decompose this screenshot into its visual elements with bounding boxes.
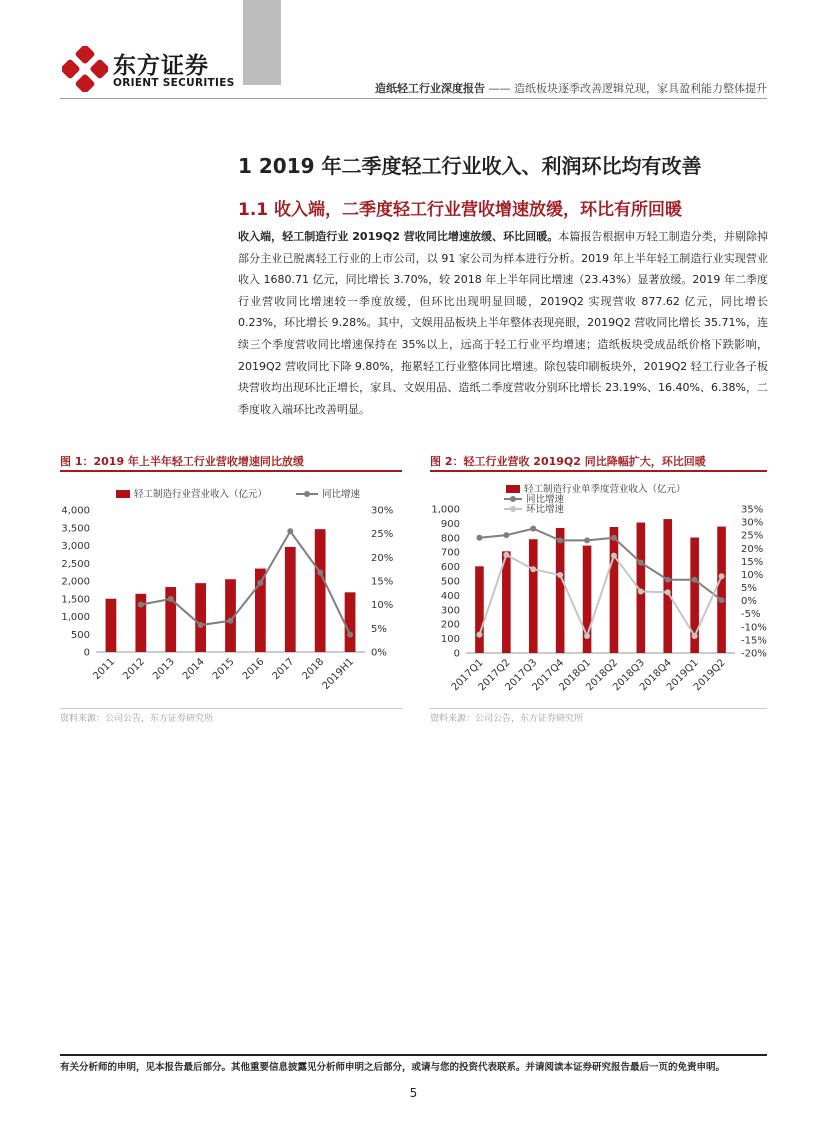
x-tick-label: 2019H1 [320, 656, 357, 692]
bar [529, 539, 538, 653]
data-point [228, 618, 234, 624]
figure1-rule [60, 470, 402, 472]
data-point [476, 632, 482, 638]
data-point [138, 602, 144, 608]
y-left-tick-label: 1,000 [61, 612, 90, 623]
y-right-tick-label: 30% [371, 505, 394, 517]
figure1-source: 资料来源：公司公告，东方证券研究所 [60, 714, 214, 724]
series-line [479, 555, 721, 636]
data-point [317, 569, 323, 575]
x-tick-label: 2018Q1 [557, 657, 594, 694]
y-right-tick-label: -20% [741, 648, 767, 660]
bar [285, 547, 296, 652]
data-point [719, 597, 725, 603]
y-left-tick-label: 500 [70, 629, 90, 641]
y-right-tick-label: 5% [741, 583, 757, 595]
y-right-tick-label: 10% [741, 569, 764, 581]
y-right-tick-label: 35% [741, 504, 764, 516]
y-right-tick-label: 5% [371, 623, 387, 635]
company-logo-icon [62, 46, 108, 92]
x-tick-label: 2019Q1 [664, 657, 701, 694]
x-tick-label: 2018Q2 [584, 657, 621, 694]
legend-bar-swatch [506, 485, 520, 493]
data-point [665, 589, 671, 595]
report-type: 造纸轻工行业深度报告 [375, 82, 485, 95]
data-point [638, 560, 644, 566]
data-point [557, 572, 563, 578]
header-divider [60, 98, 767, 99]
bar [345, 592, 356, 652]
figure2-source-rule [430, 708, 767, 709]
legend-label: 同比增速 [322, 489, 361, 500]
data-point [530, 566, 536, 572]
y-left-tick-label: 500 [440, 576, 460, 588]
data-point [503, 532, 509, 538]
legend-marker [510, 506, 516, 512]
legend-label: 同比增速 [526, 494, 565, 505]
y-right-tick-label: 0% [741, 596, 757, 608]
body-paragraph [238, 226, 768, 420]
series-line [479, 529, 721, 600]
y-right-tick-label: -5% [741, 609, 761, 621]
y-left-tick-label: 3,500 [61, 523, 90, 535]
x-tick-label: 2011 [91, 656, 118, 683]
y-left-tick-label: 100 [440, 634, 460, 646]
legend-label: 轻工制造行业营业收入（亿元） [134, 489, 268, 500]
y-left-tick-label: 4,000 [61, 505, 90, 517]
x-tick-label: 2017Q4 [530, 657, 567, 694]
y-left-tick-label: 3,000 [61, 541, 90, 552]
y-right-tick-label: 10% [371, 600, 394, 612]
y-left-tick-label: 400 [440, 590, 460, 602]
x-tick-label: 2016 [240, 656, 267, 683]
data-point [638, 588, 644, 594]
y-right-tick-label: 15% [741, 556, 764, 568]
data-point [557, 537, 563, 543]
y-right-tick-label: 20% [741, 543, 764, 555]
figure1-title: 图 1：2019 年上半年轻工行业营收增速同比放缓 [60, 455, 304, 468]
data-point [198, 622, 204, 628]
y-left-tick-label: 2,000 [61, 576, 90, 588]
logo-chinese-name: 东方证券 [113, 53, 209, 79]
paragraph-body: 本篇报告根据申万轻工制造分类，并剔除掉部分主业已脱离轻工行业的上市公司，以 91 家公司为样本进行分析。2019 年上半年轻工制造行业实现营业收入 1680.71 亿元，同比增长 3.70%，较 2018 年上半年同比增速（23.43%）显著放缓。2019 年二季度行业营收同比增速较一季度放缓，但环比出现明显回暖，2019Q2 实现营收 877.62 亿元，同比增长 0.23%，环比增长 9.28%。其中，文娱用品板块上半年整体表现亮眼，2019Q2 营收同比增长 35.71%，连续三个季度营收同比增速保持在 35%以上，远高于轻工行业平均增速；造纸板块受成品纸价格下跌影响，2019Q2 营收同比下降 9.80%，拖累轻工行业整体同比增速。除包装印刷板块外，2019Q2 轻工行业各子板块营收均出现环比正增长，家具、文娱用品、造纸二季度营收分别环比增长 23.19%、16.40%、6.38%，二季度收入端环比改善明显。 [238, 230, 768, 416]
bar [610, 527, 619, 653]
y-right-tick-label: 25% [371, 529, 394, 541]
y-right-tick-label: 15% [371, 576, 394, 588]
data-point [503, 552, 509, 558]
subsection-heading: 1.1 收入端，二季度轻工行业营收增速放缓，环比有所回暖 [238, 200, 683, 220]
bar [717, 527, 726, 653]
x-tick-label: 2017Q3 [503, 657, 540, 694]
footer-disclaimer: 有关分析师的申明，见本报告最后部分。其他重要信息披露见分析师申明之后部分，或请与您的投资代表联系。并请阅读本证券研究报告最后一页的免责申明。 [60, 1062, 726, 1073]
x-tick-label: 2012 [121, 656, 147, 683]
report-subtitle: 造纸板块逐季改善逻辑兑现，家具盈利能力整体提升 [514, 82, 767, 95]
x-tick-label: 2017 [270, 656, 297, 683]
figure2-source: 资料来源：公司公告，东方证券研究所 [430, 714, 584, 724]
bar [663, 519, 672, 653]
figure2-chart [428, 478, 768, 703]
x-tick-label: 2018Q3 [611, 657, 647, 694]
header-separator: —— [485, 82, 514, 95]
y-left-tick-label: 800 [440, 533, 460, 545]
legend-bar-swatch [116, 490, 130, 498]
header-decoration [243, 0, 281, 85]
data-point [611, 535, 617, 541]
section-heading: 1 2019 年二季度轻工行业收入、利润环比均有改善 [238, 154, 702, 178]
y-left-tick-label: 2,500 [61, 558, 90, 570]
data-point [530, 526, 536, 532]
y-right-tick-label: 20% [371, 552, 394, 564]
data-point [692, 633, 698, 639]
data-point [584, 537, 590, 543]
data-point [287, 528, 293, 534]
y-right-tick-label: 0% [371, 647, 387, 659]
data-point [347, 631, 353, 637]
data-point [611, 553, 617, 559]
logo-english-name: ORIENT SECURITIES [113, 77, 235, 89]
y-left-tick-label: 700 [440, 547, 460, 559]
y-left-tick-label: 1,000 [431, 504, 460, 516]
y-left-tick-label: 900 [440, 518, 460, 530]
data-point [168, 596, 174, 602]
y-left-tick-label: 0 [83, 647, 90, 659]
x-tick-label: 2015 [210, 656, 237, 683]
x-tick-label: 2018Q4 [638, 657, 674, 694]
x-tick-label: 2019Q2 [691, 657, 728, 694]
data-point [692, 577, 698, 583]
y-left-tick-label: 600 [440, 562, 460, 574]
legend-marker [510, 496, 516, 502]
figure2-rule [430, 470, 767, 472]
x-tick-label: 2017Q1 [449, 657, 486, 694]
y-right-tick-label: -10% [741, 622, 767, 634]
y-right-tick-label: 25% [741, 530, 764, 542]
bar [195, 583, 206, 652]
data-point [719, 573, 725, 579]
figure1-chart [60, 478, 405, 703]
figure1-source-rule [60, 708, 402, 709]
legend-marker [304, 491, 310, 497]
bar [106, 599, 117, 652]
y-left-tick-label: 0 [453, 648, 460, 660]
legend-label: 环比增速 [526, 504, 565, 515]
bar [475, 566, 484, 653]
y-left-tick-label: 1,500 [61, 594, 90, 606]
paragraph-lead: 收入端，轻工制造行业 2019Q2 营收同比增速放缓、环比回暖。 [238, 230, 559, 243]
y-right-tick-label: 30% [741, 517, 764, 529]
data-point [476, 535, 482, 541]
x-tick-label: 2018 [300, 656, 327, 683]
y-left-tick-label: 200 [440, 619, 460, 631]
x-tick-label: 2013 [151, 656, 177, 683]
figure2-title: 图 2：轻工行业营收 2019Q2 同比降幅扩大，环比回暖 [430, 455, 706, 468]
legend-label: 轻工制造行业单季度营业收入（亿元） [524, 484, 686, 495]
header-report-title [375, 80, 767, 96]
x-tick-label: 2014 [180, 656, 207, 683]
x-tick-label: 2017Q2 [476, 657, 513, 694]
page-number: 5 [409, 1086, 418, 1100]
data-point [257, 580, 263, 586]
bar [315, 529, 326, 652]
y-right-tick-label: -15% [741, 635, 767, 647]
y-left-tick-label: 300 [440, 605, 460, 617]
data-point [584, 633, 590, 639]
data-point [665, 577, 671, 583]
footer-divider [60, 1054, 767, 1056]
bar [556, 528, 565, 653]
